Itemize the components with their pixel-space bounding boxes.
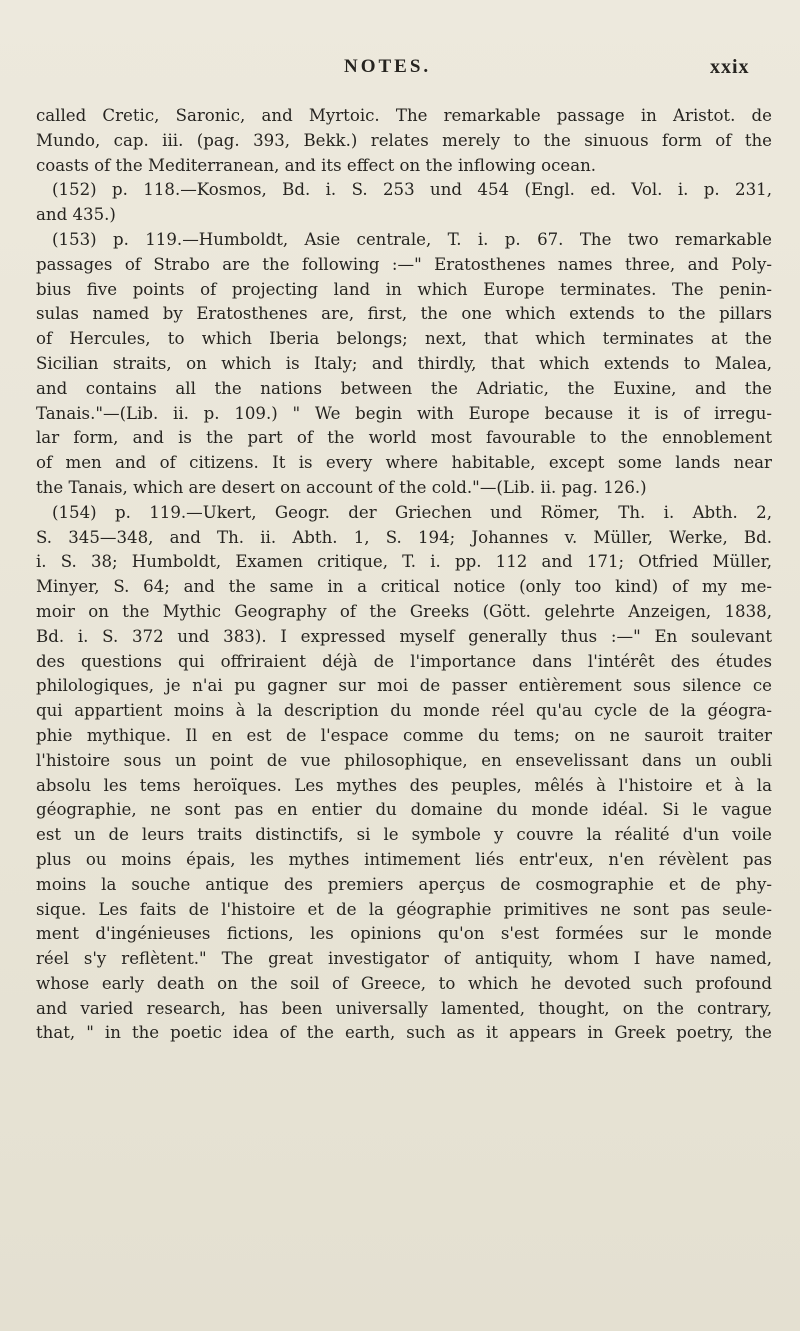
- text-line: Tanais."—(Lib. ii. p. 109.) " We begin with Europe because it is of irregu-: [36, 403, 772, 423]
- text-line: bius five points of projecting land in which Europe terminates. The penin-: [36, 279, 772, 299]
- text-line: (152) p. 118.—Kosmos, Bd. i. S. 253 und 454 (Engl. ed. Vol. i. p. 231,: [52, 180, 772, 200]
- text-line: lar form, and is the part of the world most favourable to the ennoblement: [36, 428, 772, 448]
- text-line: coasts of the Mediterranean, and its effect on the inflowing ocean.: [36, 155, 597, 175]
- text-line: Sicilian straits, on which is Italy; and thirdly, that which extends to Malea,: [36, 353, 772, 373]
- text-line: the Tanais, which are desert on account of the cold."—(Lib. ii. pag. 126.): [36, 477, 647, 497]
- text-line: Bd. i. S. 372 und 383). I expressed myself generally thus :—" En soulevant: [36, 626, 772, 646]
- text-line: des questions qui offriraient déjà de l'importance dans l'intérêt des études: [36, 651, 772, 671]
- text-line: phie mythique. Il en est de l'espace comme du tems; on ne sauroit traiter: [36, 725, 772, 745]
- text-line: géographie, ne sont pas en entier du domaine du monde idéal. Si le vague: [36, 800, 772, 820]
- text-line: and varied research, has been universally lamented, thought, on the contrary,: [36, 998, 772, 1018]
- text-line: i. S. 38; Humboldt, Examen critique, T. i. pp. 112 and 171; Otfried Müller,: [36, 552, 772, 572]
- header-title: NOTES.: [344, 56, 432, 77]
- text-line: plus ou moins épais, les mythes intimement liés entr'eux, n'en révèlent pas: [36, 849, 772, 869]
- text-line: (154) p. 119.—Ukert, Geogr. der Griechen und Römer, Th. i. Abth. 2,: [52, 502, 772, 522]
- running-header: [0, 56, 800, 86]
- text-line: moir on the Mythic Geography of the Greeks (Gött. gelehrte Anzeigen, 1838,: [36, 601, 772, 621]
- notes-text-block: [36, 104, 772, 1046]
- text-line: ment d'ingénieuses fictions, les opinions qu'on s'est formées sur le monde: [36, 924, 772, 944]
- text-line: sique. Les faits de l'histoire et de la géographie primitives ne sont pas seule-: [36, 899, 772, 919]
- text-line: called Cretic, Saronic, and Myrtoic. The remarkable passage in Aristot. de: [36, 106, 772, 125]
- text-line: S. 345—348, and Th. ii. Abth. 1, S. 194; Johannes v. Müller, Werke, Bd.: [36, 527, 772, 547]
- text-line: and contains all the nations between the Adriatic, the Euxine, and the: [36, 378, 772, 398]
- text-line: l'histoire sous un point de vue philosophique, en ensevelissant dans un oubli: [36, 750, 772, 770]
- text-line: Minyer, S. 64; and the same in a critical notice (only too kind) of my me-: [36, 577, 772, 597]
- text-line: Mundo, cap. iii. (pag. 393, Bekk.) relates merely to the sinuous form of the: [36, 130, 772, 150]
- text-line: whose early death on the soil of Greece, to which he devoted such profound: [36, 973, 772, 993]
- text-line: sulas named by Eratosthenes are, first, the one which extends to the pillars: [36, 304, 772, 324]
- text-line: and 435.): [36, 205, 116, 225]
- text-line: absolu les tems heroïques. Les mythes des peuples, mêlés à l'histoire et à la: [36, 775, 772, 795]
- text-line: réel s'y reflètent." The great investigator of antiquity, whom I have named,: [36, 949, 772, 969]
- text-line: (153) p. 119.—Humboldt, Asie centrale, T. i. p. 67. The two remarkable: [52, 229, 772, 249]
- text-line: of Hercules, to which Iberia belongs; next, that which terminates at the: [36, 329, 772, 349]
- text-line: moins la souche antique des premiers aperçus de cosmographie et de phy-: [36, 874, 772, 894]
- text-line: passages of Strabo are the following :—" Eratosthenes names three, and Poly-: [36, 254, 772, 274]
- text-line: that, " in the poetic idea of the earth, such as it appears in Greek poetry, the: [36, 1023, 772, 1043]
- text-line: qui appartient moins à la description du monde réel qu'au cycle de la géogra-: [36, 701, 772, 721]
- text-line: philologiques, je n'ai pu gagner sur moi de passer entièrement sous silence ce: [36, 676, 772, 696]
- page-number: xxix: [710, 56, 750, 78]
- text-line: est un de leurs traits distinctifs, si le symbole y couvre la réalité d'un voile: [36, 825, 772, 845]
- text-line: of men and of citizens. It is every where habitable, except some lands near: [36, 453, 772, 473]
